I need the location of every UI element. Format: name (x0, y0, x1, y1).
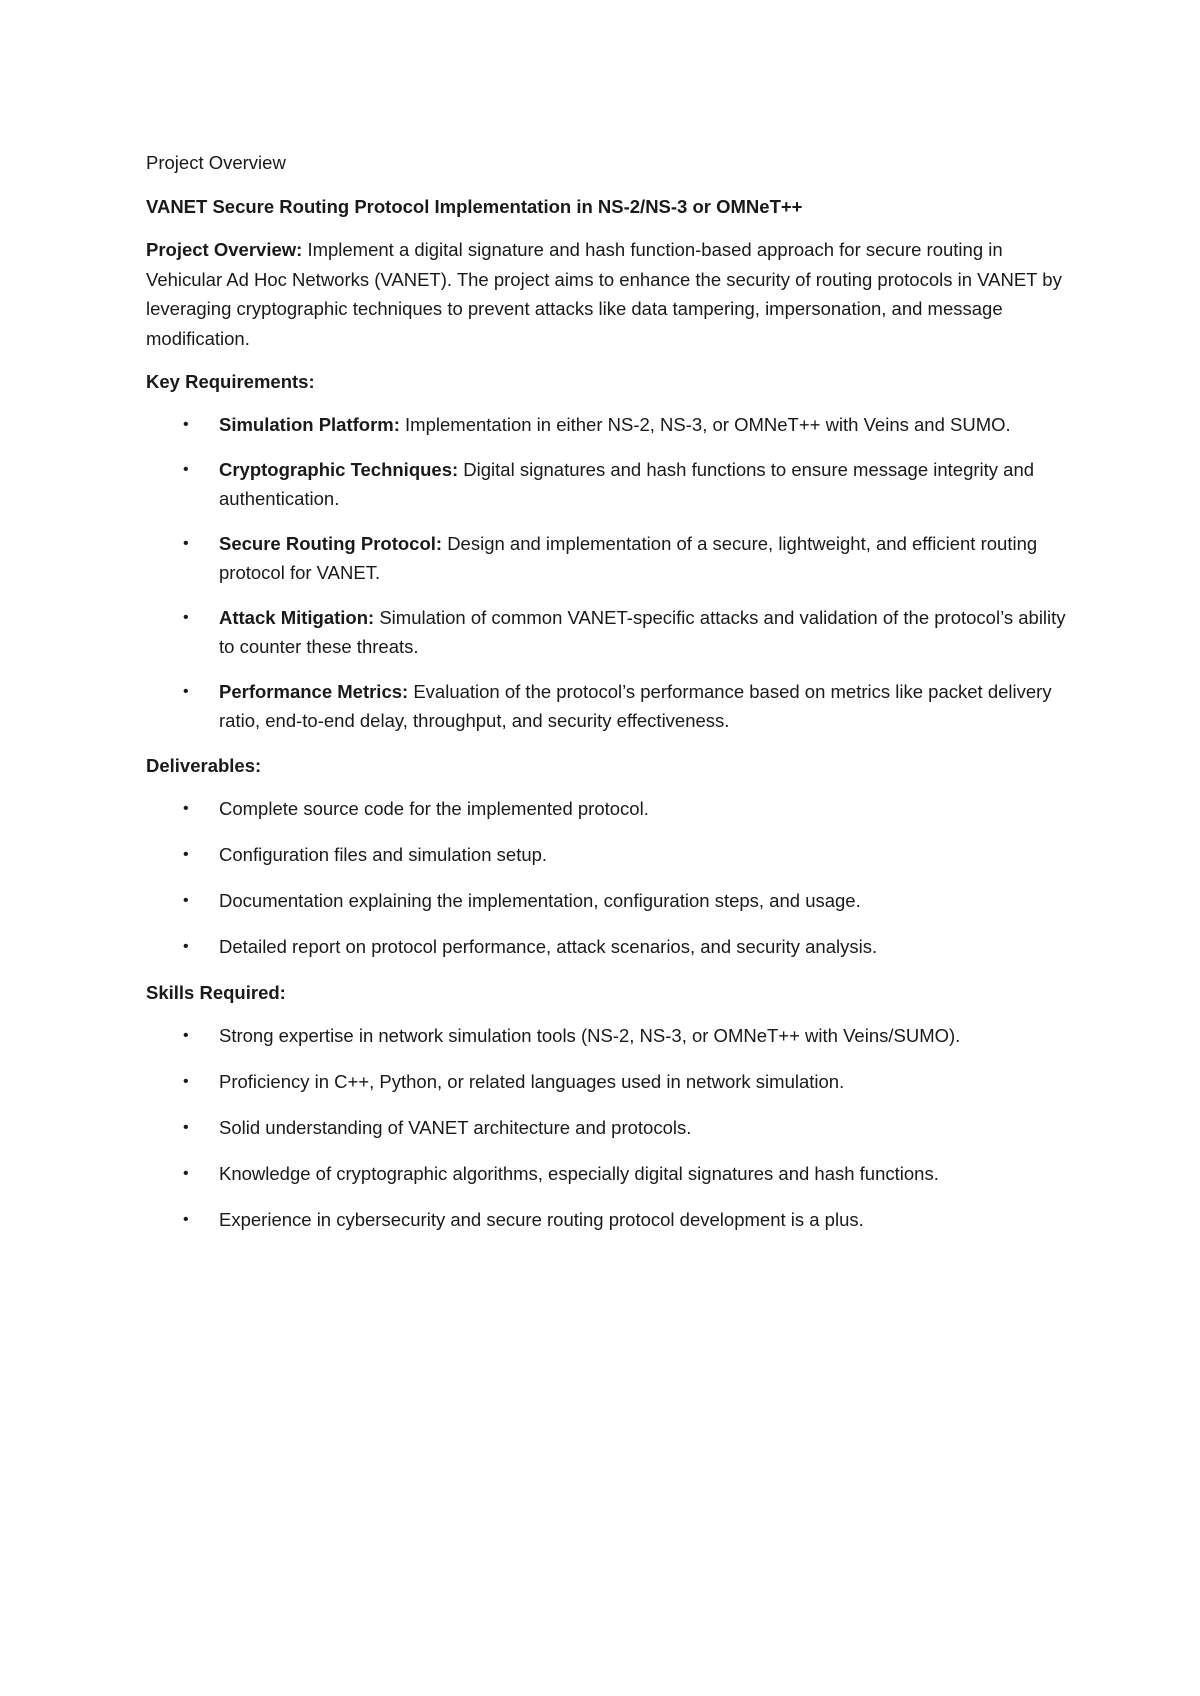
bullet-icon: • (183, 682, 189, 700)
list-item (146, 529, 1066, 588)
list-item (146, 1113, 1066, 1143)
bullet-icon: • (183, 799, 189, 817)
requirement-term: Secure Routing Protocol: (219, 532, 443, 554)
skills-heading: Skills Required: (146, 981, 286, 1003)
bullet-icon: • (183, 1118, 189, 1136)
skill-text: Knowledge of cryptographic algorithms, especially digital signatures and hash functions. (219, 1162, 939, 1184)
bullet-icon: • (183, 891, 189, 909)
requirement-term: Cryptographic Techniques: (219, 458, 459, 480)
bullet-icon: • (183, 1072, 189, 1090)
deliverables-list (146, 794, 1066, 962)
skill-text: Experience in cybersecurity and secure routing protocol development is a plus. (219, 1208, 864, 1230)
deliverable-text: Detailed report on protocol performance, attack scenarios, and security analysis. (219, 935, 878, 957)
list-item (146, 455, 1066, 514)
bullet-icon: • (183, 460, 189, 478)
bullet-icon: • (183, 608, 189, 626)
list-item (146, 886, 1066, 916)
list-item (146, 840, 1066, 870)
key-requirements-heading: Key Requirements: (146, 371, 315, 392)
requirement-text: Simulation of common VANET-specific attacks and validation of the protocol’s ability to counter these threats. (219, 606, 1066, 657)
requirement-term: Performance Metrics: (219, 680, 409, 702)
bullet-icon: • (183, 937, 189, 955)
list-item (146, 1067, 1066, 1097)
skill-text: Proficiency in C++, Python, or related languages used in network simulation. (219, 1070, 845, 1092)
list-item (146, 410, 1066, 440)
deliverables-heading: Deliverables: (146, 754, 262, 776)
key-requirements-list (146, 410, 1066, 736)
document-label: Project Overview (146, 152, 286, 173)
requirement-text: Design and implementation of a secure, lightweight, and efficient routing protocol for VANET. (219, 532, 1038, 583)
requirement-text: Evaluation of the protocol’s performance based on metrics like packet delivery ratio, end-to-end delay, throughput, and security effectiveness. (219, 680, 1052, 731)
list-item (146, 1159, 1066, 1189)
list-item (146, 932, 1066, 962)
list-item (146, 794, 1066, 824)
requirement-term: Simulation Platform: (219, 414, 400, 435)
bullet-icon: • (183, 1210, 189, 1228)
deliverable-text: Configuration files and simulation setup. (219, 843, 548, 865)
list-item (146, 1205, 1066, 1235)
bullet-icon: • (183, 845, 189, 863)
list-item (146, 677, 1066, 736)
list-item (146, 603, 1066, 662)
overview-paragraph (146, 235, 1066, 353)
bullet-icon: • (183, 416, 189, 433)
bullet-icon: • (183, 1026, 189, 1044)
bullet-icon: • (183, 1164, 189, 1182)
list-item (146, 1021, 1066, 1051)
requirement-term: Attack Mitigation: (219, 606, 375, 628)
bullet-icon: • (183, 534, 189, 552)
overview-text: Implement a digital signature and hash function-based approach for secure routing in Vehicular Ad Hoc Networks (VANET). The project aims to enhance the security of routing protocols in VANET by leveraging cryptographic techniques to prevent attacks like data tampering, impersonation, and message modification. (146, 239, 1062, 349)
overview-heading: Project Overview: (146, 239, 303, 260)
skills-list (146, 1021, 1066, 1235)
requirement-text: Digital signatures and hash functions to ensure message integrity and authentication. (219, 458, 1035, 509)
document-body (146, 148, 1066, 1251)
skill-text: Solid understanding of VANET architecture and protocols. (219, 1116, 692, 1138)
deliverable-text: Complete source code for the implemented protocol. (219, 797, 649, 819)
requirement-text: Implementation in either NS-2, NS-3, or OMNeT++ with Veins and SUMO. (405, 414, 1011, 435)
deliverable-text: Documentation explaining the implementation, configuration steps, and usage. (219, 889, 861, 911)
skill-text: Strong expertise in network simulation tools (NS-2, NS-3, or OMNeT++ with Veins/SUMO). (219, 1024, 961, 1046)
document-title: VANET Secure Routing Protocol Implementation in NS-2/NS-3 or OMNeT++ (146, 196, 803, 217)
